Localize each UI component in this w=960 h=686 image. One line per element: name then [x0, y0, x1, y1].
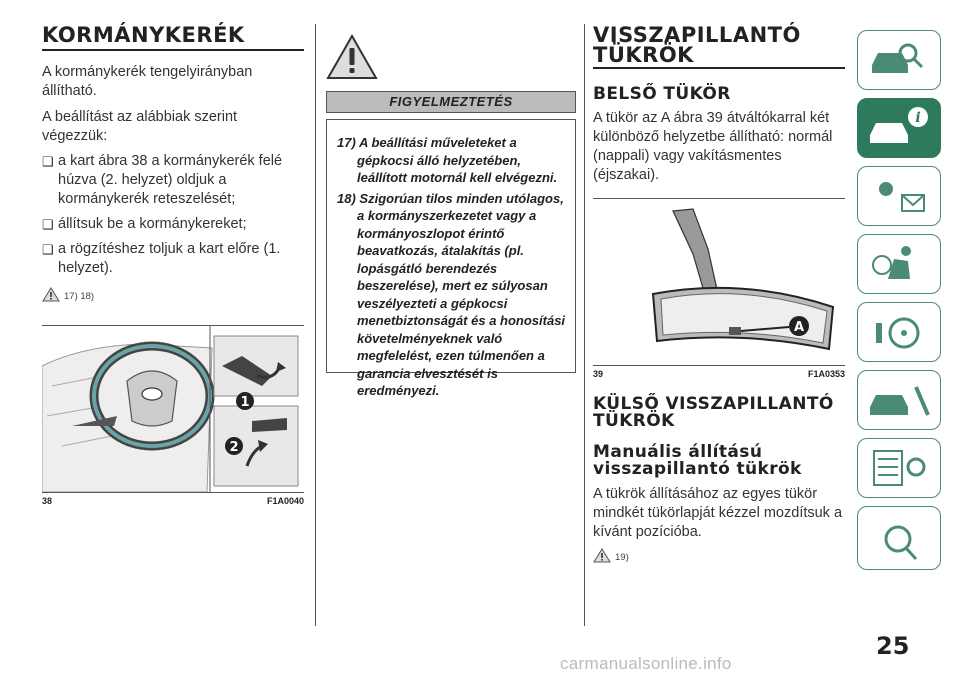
middle-column: [326, 0, 576, 398]
tab-alphabet-index[interactable]: [857, 506, 941, 570]
subsection-inner-mirror: BELSŐ TÜKÖR: [593, 84, 731, 104]
title-line: TÜKRÖK: [593, 45, 845, 69]
column-divider: [315, 24, 316, 626]
warning-reference[interactable]: [42, 287, 304, 302]
warning-triangle-icon: [326, 33, 378, 81]
tab-car-tools[interactable]: [857, 370, 941, 430]
subsection-manual-mirrors: [593, 444, 845, 478]
warning-ref-text: 19): [615, 552, 629, 563]
title-line: TÜKRÖK: [593, 411, 675, 431]
callout-2: 2: [229, 440, 239, 455]
section-title-mirrors: [593, 25, 845, 69]
figure-39: [593, 198, 845, 366]
watermark: carmanualsonline.info: [560, 654, 732, 673]
figure-code: F1A0040: [266, 496, 304, 506]
figure-38: [42, 325, 304, 493]
warning-text: Szigorúan tilos minden utólagos, a kormányszerkezetet vagy a kormányoszlopot érintő beavatkozás, átalakítás (pl. lopásgátló berendezés beszerelése), mert ez súlyosan veszélyezteti a gépkocsi menetbiztonságát és a honosítási követelményeknek való megfelelést, ezen túlmenően a garancia elvesztését is eredményezi.: [357, 190, 566, 398]
dashboard-lights-icon: [858, 167, 940, 225]
title-line: KÜLSŐ VISSZAPILLANTÓ: [593, 394, 834, 414]
warning-ref-text: 17) 18): [64, 291, 95, 302]
steering-wheel-icon: [858, 303, 940, 361]
warning-text: A beállítási műveleteket a gépkocsi álló helyzetében, leállított motornál kell elvégezni.: [357, 135, 558, 185]
rear-view-mirror-illustration: [593, 199, 843, 365]
title-line: visszapillantó tükrök: [593, 459, 802, 479]
inner-mirror-text: A tükör az A ábra 39 átváltókarral két különböző helyzetbe állítható: normál (nappali) vagy vakításmentes (éjszakai).: [593, 110, 833, 183]
page-number: 25: [876, 632, 910, 660]
airbag-seat-icon: [858, 235, 940, 293]
car-search-icon: [858, 31, 940, 89]
car-tools-icon: [858, 371, 940, 429]
car-info-icon: [858, 99, 940, 157]
warning-header-icon-wrap: [326, 33, 576, 91]
warning-triangle-icon: [42, 287, 60, 302]
warning-box: [326, 119, 576, 398]
warning-title-bar: FIGYELMEZTETÉS: [326, 91, 576, 113]
tab-airbag-seat[interactable]: [857, 234, 941, 294]
warning-reference[interactable]: [593, 548, 845, 563]
warning-number: 18): [337, 190, 356, 206]
right-column: [593, 0, 845, 563]
figure-code: F1A0353: [807, 369, 845, 379]
title-line: Manuális állítású: [593, 442, 763, 462]
tab-car-search[interactable]: [857, 30, 941, 90]
tab-steering-wheel[interactable]: [857, 302, 941, 362]
warning-number: 17): [337, 135, 356, 150]
left-column: [42, 0, 304, 506]
section-title-steering: KORMÁNYKERÉK: [42, 25, 304, 51]
callout-a: A: [793, 320, 805, 335]
warning-item-17: [331, 134, 569, 187]
maintenance-list-icon: [858, 439, 940, 497]
subsection-outer-mirrors: [593, 396, 845, 430]
warning-item-18: [331, 190, 569, 400]
intro-text: A kormánykerék tengelyirányban állítható.: [42, 64, 253, 99]
step-item: ❑ a kart ábra 38 a kormánykerék felé húzva (2. helyzet) oldjuk a kormánykerék reteszelését;: [42, 152, 304, 209]
callout-1: 1: [240, 395, 250, 410]
warning-triangle-icon: [593, 548, 611, 563]
column-divider: [584, 24, 585, 626]
figure-38-caption: [42, 496, 304, 506]
figure-number: 39: [593, 369, 604, 379]
steering-wheel-illustration: [42, 326, 304, 492]
tab-maintenance-list[interactable]: [857, 438, 941, 498]
step-item: ❑ a rögzítéshez toljuk a kart előre (1. helyzet).: [42, 240, 304, 278]
figure-number: 38: [42, 496, 53, 506]
instruction-text: A beállítást az alábbiak szerint végezzük:: [42, 109, 238, 144]
step-item: ❑ állítsuk be a kormánykereket;: [42, 215, 304, 234]
tab-car-info[interactable]: [857, 98, 941, 158]
title-line: VISSZAPILLANTÓ: [593, 23, 801, 47]
figure-39-caption: [593, 369, 845, 379]
svg-text:i: i: [915, 110, 921, 126]
manual-mirrors-text: A tükrök állításához az egyes tükör mindkét tükörlapját kézzel mozdítsuk a kívánt pozícióba.: [593, 486, 843, 540]
alphabet-index-icon: [858, 507, 940, 569]
tab-dashboard-lights[interactable]: [857, 166, 941, 226]
